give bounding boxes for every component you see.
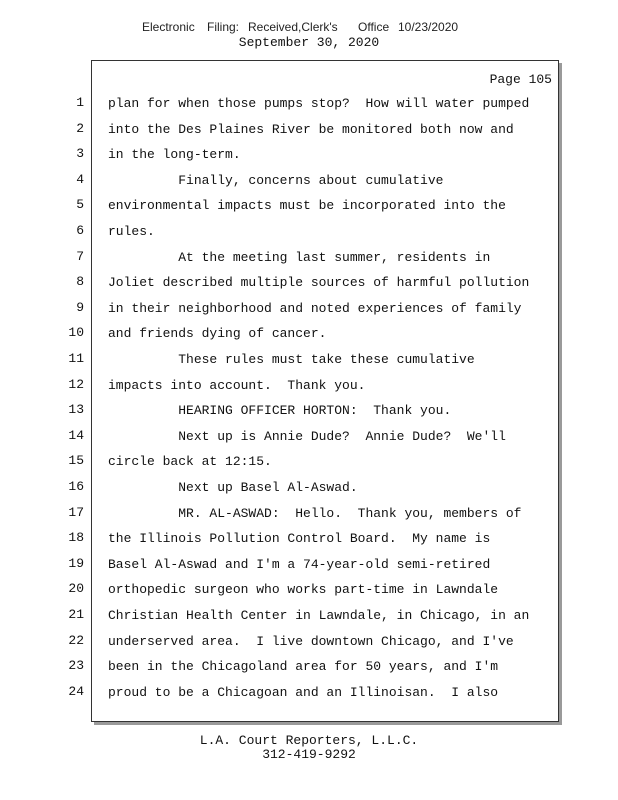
transcript-line: impacts into account. Thank you. [108,377,366,393]
transcript-line: proud to be a Chicagoan and an Illinoisan. I also [108,684,499,700]
transcript-line: rules. [108,224,155,239]
line-number: 20 [68,581,84,597]
transcript-line: environmental impacts must be incorporated into the [108,198,506,214]
line-number: 6 [76,223,84,238]
transcript-line: Next up is Annie Dude? Annie Dude? We'll [108,428,506,444]
line-number: 15 [68,453,84,469]
line-number: 17 [68,504,84,520]
filing-filing: Filing: [207,20,240,34]
line-number: 5 [76,197,84,213]
line-number: 24 [68,683,84,699]
transcript-line: Next up Basel Al-Aswad. [108,480,358,495]
line-number: 9 [76,299,84,315]
transcript-line: in the long-term. [108,147,241,163]
line-number: 10 [68,325,84,341]
transcript-line: into the Des Plaines River be monitored both now and [108,121,514,137]
line-number: 13 [68,402,84,418]
reporter-phone: 312-419-9292 [262,747,356,762]
transcript-line: in their neighborhood and noted experiences of family [108,300,522,316]
hearing-date: September 30, 2020 [238,35,380,50]
transcript-line: underserved area. I live downtown Chicago, and I've [108,633,514,649]
transcript-line: MR. AL-ASWAD: Hello. Thank you, members of [108,505,522,521]
line-number: 1 [76,95,84,110]
transcript-page [91,60,559,722]
transcript-line: HEARING OFFICER HORTON: Thank you. [108,403,452,419]
filing-stamp [0,20,618,36]
transcript-line: Christian Health Center in Lawndale, in Chicago, in an [108,608,530,623]
transcript-line: orthopedic surgeon who works part-time in Lawndale [108,582,499,598]
reporter-company: L.A. Court Reporters, L.L.C. [199,733,419,748]
line-number: 11 [68,351,84,366]
line-number: 3 [76,146,84,162]
line-number: 22 [68,632,84,648]
transcript-line: Joliet described multiple sources of harmful pollution [108,275,530,291]
transcript-line: plan for when those pumps stop? How will water pumped [108,96,530,111]
line-number: 21 [68,607,84,622]
transcript-line: the Illinois Pollution Control Board. My name is [108,531,491,547]
transcript-line: been in the Chicagoland area for 50 years, and I'm [108,659,499,675]
page-number: Page 105 [489,72,552,87]
line-number: 16 [68,479,84,494]
transcript-line: These rules must take these cumulative [108,352,475,367]
transcript-line: At the meeting last summer, residents in [108,249,491,265]
transcript-line: Finally, concerns about cumulative [108,172,444,188]
filing-received: Received,Clerk's [248,20,338,34]
line-number: 4 [76,171,84,187]
filing-office: Office [358,20,390,34]
line-number: 18 [68,530,84,546]
transcript-line: Basel Al-Aswad and I'm a 74-year-old semi-retired [108,556,491,572]
transcript-line: circle back at 12:15. [108,454,272,470]
filing-date: 10/23/2020 [398,20,459,34]
line-number: 19 [68,555,84,571]
line-number: 23 [68,658,84,674]
line-number: 12 [68,376,84,392]
line-number: 14 [68,427,84,443]
filing-electronic: Electronic [142,20,195,34]
line-number: 8 [76,274,84,290]
transcript-line: and friends dying of cancer. [108,326,327,342]
line-number: 7 [76,248,84,264]
line-number: 2 [76,120,84,136]
